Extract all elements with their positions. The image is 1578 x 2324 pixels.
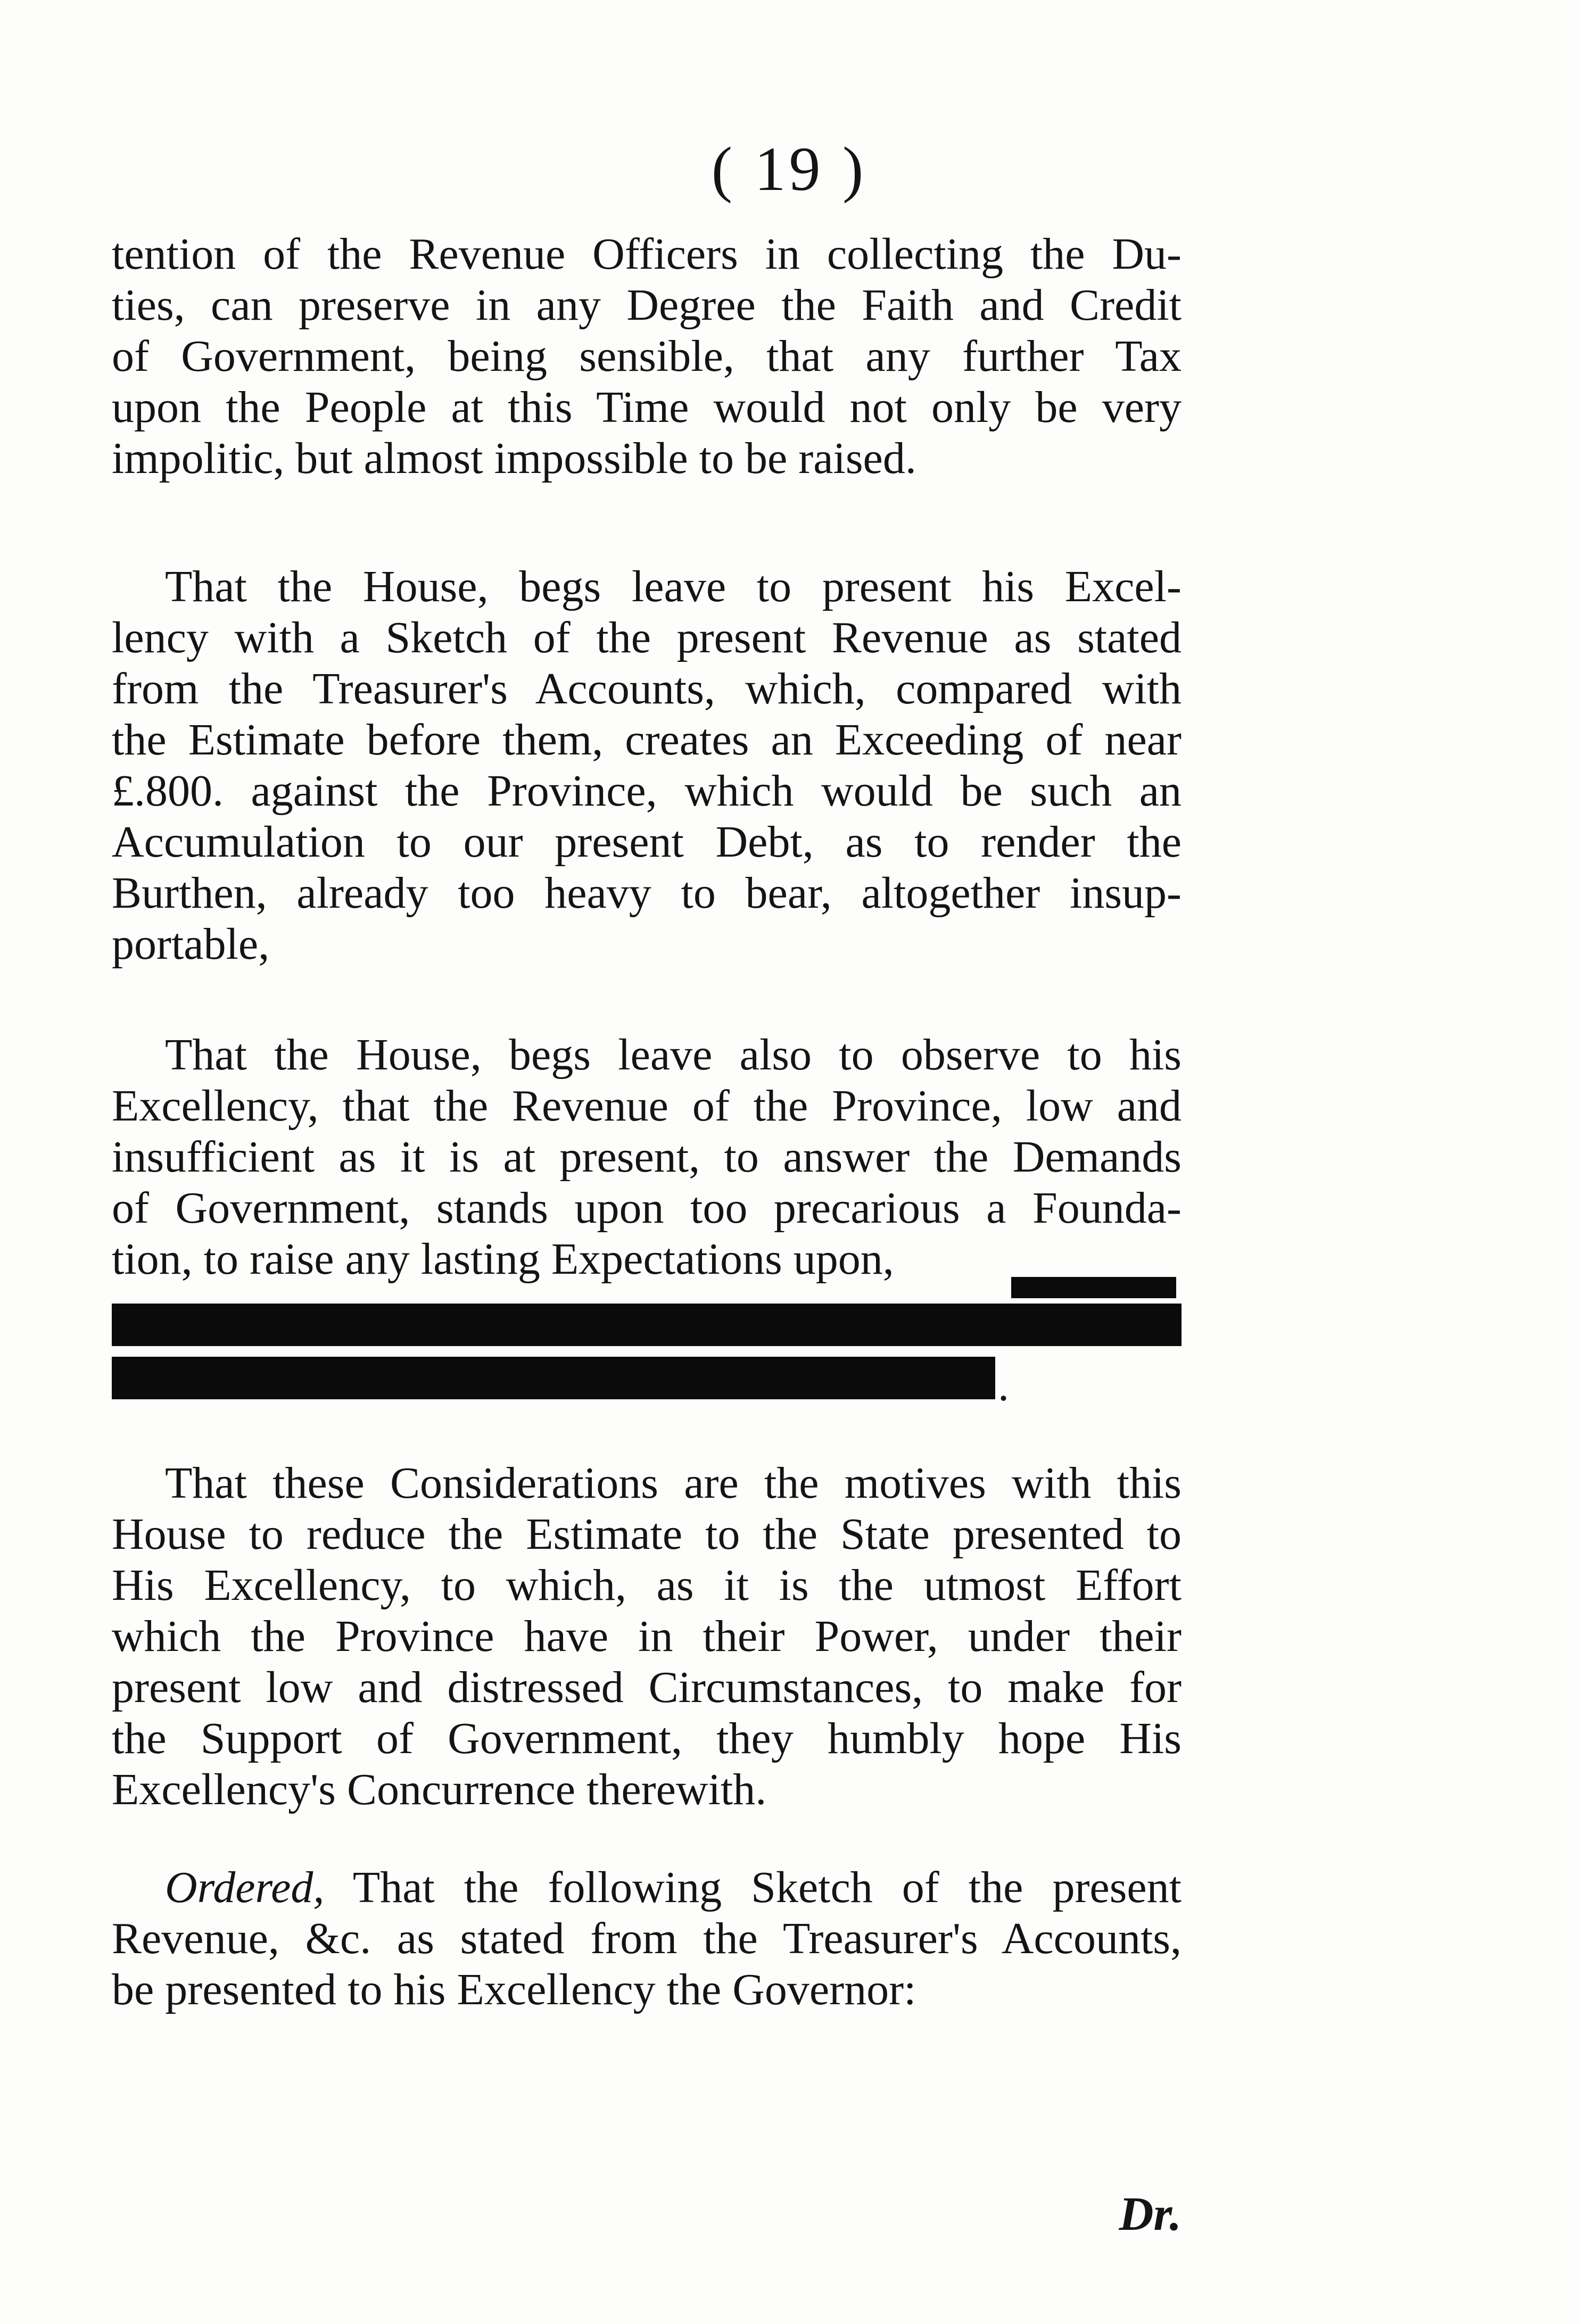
text-line: That these Considerations are the motives with this <box>165 1458 1182 1508</box>
text-line: of Government, stands upon too precarious a Founda- <box>112 1183 1182 1233</box>
text-line: Excellency's Concurrence therewith. <box>112 1765 767 1814</box>
text-line: portable, <box>112 919 270 969</box>
catchword: Dr. <box>1119 2188 1182 2240</box>
redaction-bar <box>112 1304 1182 1346</box>
text-line: Excellency, that the Revenue of the Province, low and <box>112 1081 1182 1131</box>
ordered-label: Ordered, <box>165 1863 325 1912</box>
text-line: from the Treasurer's Accounts, which, compared with <box>112 664 1182 713</box>
text-line: the Support of Government, they humbly hope His <box>112 1714 1182 1763</box>
text-line: Accumulation to our present Debt, as to render the <box>112 817 1182 867</box>
text-line: That the House, begs leave to present his Excel- <box>165 562 1182 611</box>
redaction-block <box>112 1288 1182 1410</box>
text-line: be presented to his Excellency the Governor: <box>112 1965 916 2014</box>
text-line <box>112 1862 1182 1913</box>
text-line: House to reduce the Estimate to the State presented to <box>112 1509 1182 1559</box>
text-line: insufficient as it is at present, to answer the Demands <box>112 1132 1182 1182</box>
paragraph-2 <box>112 561 1182 970</box>
paragraph-5 <box>112 1862 1182 2015</box>
text-line: ties, can preserve in any Degree the Faith and Credit <box>112 280 1182 330</box>
text-line: impolitic, but almost impossible to be raised. <box>112 434 916 483</box>
redaction-period: . <box>998 1361 1009 1410</box>
redaction-bar <box>1011 1277 1176 1298</box>
text-line: present low and distressed Circumstances, to make for <box>112 1663 1182 1712</box>
text-line: His Excellency, to which, as it is the utmost Effort <box>112 1561 1182 1610</box>
text-line: That the House, begs leave also to observe to his <box>165 1030 1182 1080</box>
text-line: tion, to raise any lasting Expectations upon, <box>112 1234 894 1284</box>
text-line: tention of the Revenue Officers in collecting the Du- <box>112 229 1182 279</box>
paragraph-3 <box>112 1030 1182 1285</box>
text-line: Burthen, already too heavy to bear, altogether insup- <box>112 868 1182 918</box>
text-line: which the Province have in their Power, under their <box>112 1612 1182 1661</box>
text-fragment: That the following Sketch of the present <box>352 1863 1182 1912</box>
text-line: lency with a Sketch of the present Revenue as stated <box>112 613 1182 662</box>
text-line: the Estimate before them, creates an Exceeding of near <box>112 715 1182 765</box>
paragraph-4 <box>112 1458 1182 1815</box>
paragraph-1 <box>112 229 1182 484</box>
text-line: Revenue, &c. as stated from the Treasurer's Accounts, <box>112 1914 1182 1963</box>
page-number: ( 19 ) <box>711 134 867 204</box>
text-line: upon the People at this Time would not only be very <box>112 383 1182 432</box>
text-line: of Government, being sensible, that any further Tax <box>112 331 1182 381</box>
redaction-bar <box>112 1357 995 1399</box>
text-line: £.800. against the Province, which would be such an <box>112 766 1182 816</box>
